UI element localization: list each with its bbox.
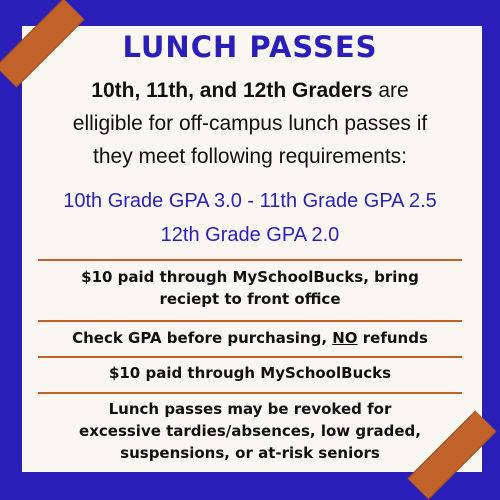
- requirement-check-gpa: [40, 327, 460, 349]
- requirement-payment: $10 paid through MySchoolBucks: [108, 364, 392, 382]
- requirement-1-line-2: reciept to front office: [159, 290, 341, 308]
- page-title: LUNCH PASSES: [122, 30, 378, 64]
- intro-line-1: [30, 74, 470, 107]
- divider-4: [38, 392, 462, 394]
- requirement-2-pre: Check GPA before purchasing,: [72, 329, 333, 347]
- requirement-4-line-2: excessive tardies/absences, low graded,: [79, 422, 421, 440]
- intro-text: [30, 74, 470, 173]
- intro-are: are: [372, 79, 409, 102]
- requirement-4-line-3: suspensions, or at-risk seniors: [120, 444, 380, 462]
- requirement-4-line-1: Lunch passes may be revoked for: [108, 400, 392, 418]
- intro-grades: 10th, 11th, and 12th Graders: [91, 79, 373, 102]
- divider-2: [38, 320, 462, 322]
- gpa-line-1: 10th Grade GPA 3.0 - 11th Grade GPA 2.5: [63, 190, 437, 212]
- intro-line-3: they meet following requirements:: [93, 145, 407, 168]
- divider-3: [38, 356, 462, 358]
- intro-line-2: elligible for off-campus lunch passes if: [72, 112, 428, 135]
- requirement-2-post: refunds: [357, 329, 428, 347]
- requirement-2-no: NO: [332, 329, 358, 347]
- requirement-1-line-1: $10 paid through MySchoolBucks, bring: [81, 268, 419, 286]
- requirement-revocation: [40, 398, 460, 464]
- divider-1: [38, 259, 462, 261]
- gpa-line-2: 12th Grade GPA 2.0: [160, 224, 340, 246]
- requirement-payment-receipt: [40, 266, 460, 310]
